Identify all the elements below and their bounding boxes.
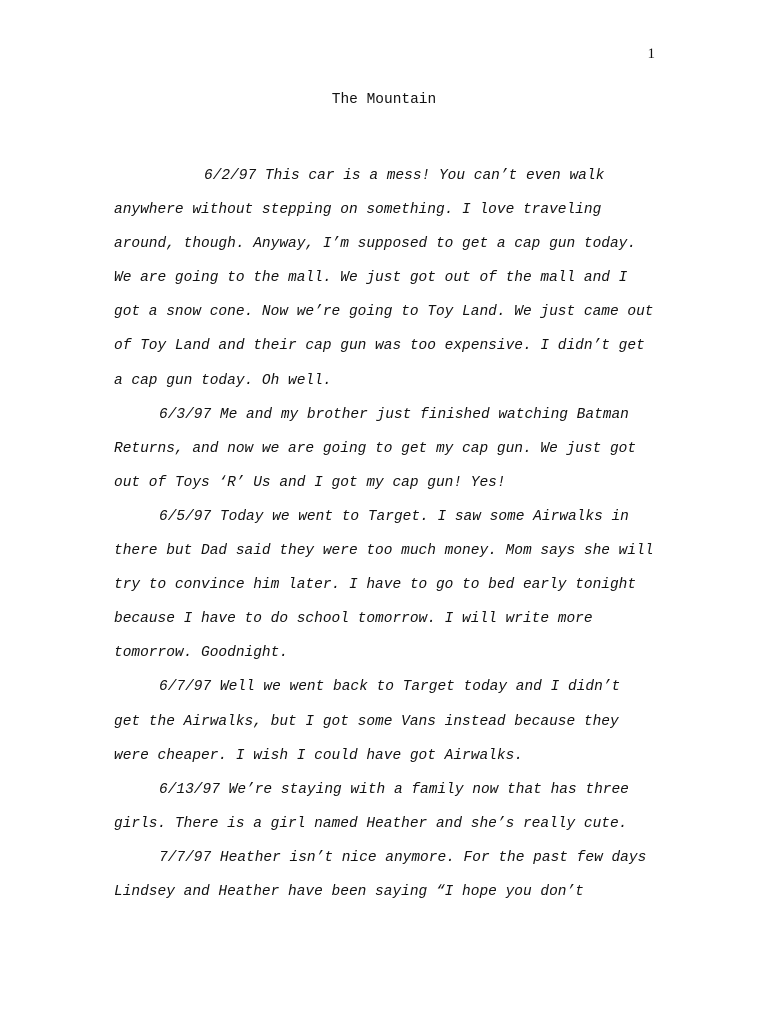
document-title: The Mountain [331,92,437,108]
journal-entry: 6/5/97 Today we went to Target. I saw some Airwalks in there but Dad said they were too much money. Mom says she will try to convince him later. I have to go to bed early tonight because I have to do school tomorrow. I will write more tomorrow. Goodnight. [114,508,654,662]
journal-entry: 6/3/97 Me and my brother just finished watching Batman Returns, and now we are going to get my cap gun. We just got out of Toys ‘R’ Us and I got my cap gun! Yes! [114,406,637,491]
document-body [114,159,654,909]
page-number: 1 [647,46,655,62]
journal-entry: 7/7/97 Heather isn’t nice anymore. For the past few days Lindsey and Heather have been saying “I hope you don’t [114,849,647,900]
journal-entry: 6/2/97 This car is a mess! You can’t even walk anywhere without stepping on something. I love traveling around, though. Anyway, I’m supposed to get a cap gun today. We are going to the mall. We just got out of the mall and I got a snow cone. Now we’re going to Toy Land. We just came out of Toy Land and their cap gun was too expensive. I didn’t get a cap gun today. Oh well. [114,168,654,389]
journal-entry: 6/13/97 We’re staying with a family now that has three girls. There is a girl named Heather and she’s really cute. [114,781,629,832]
journal-entry: 6/7/97 Well we went back to Target today and I didn’t get the Airwalks, but I got some Vans instead because they were cheaper. I wish I could have got Airwalks. [114,679,621,764]
